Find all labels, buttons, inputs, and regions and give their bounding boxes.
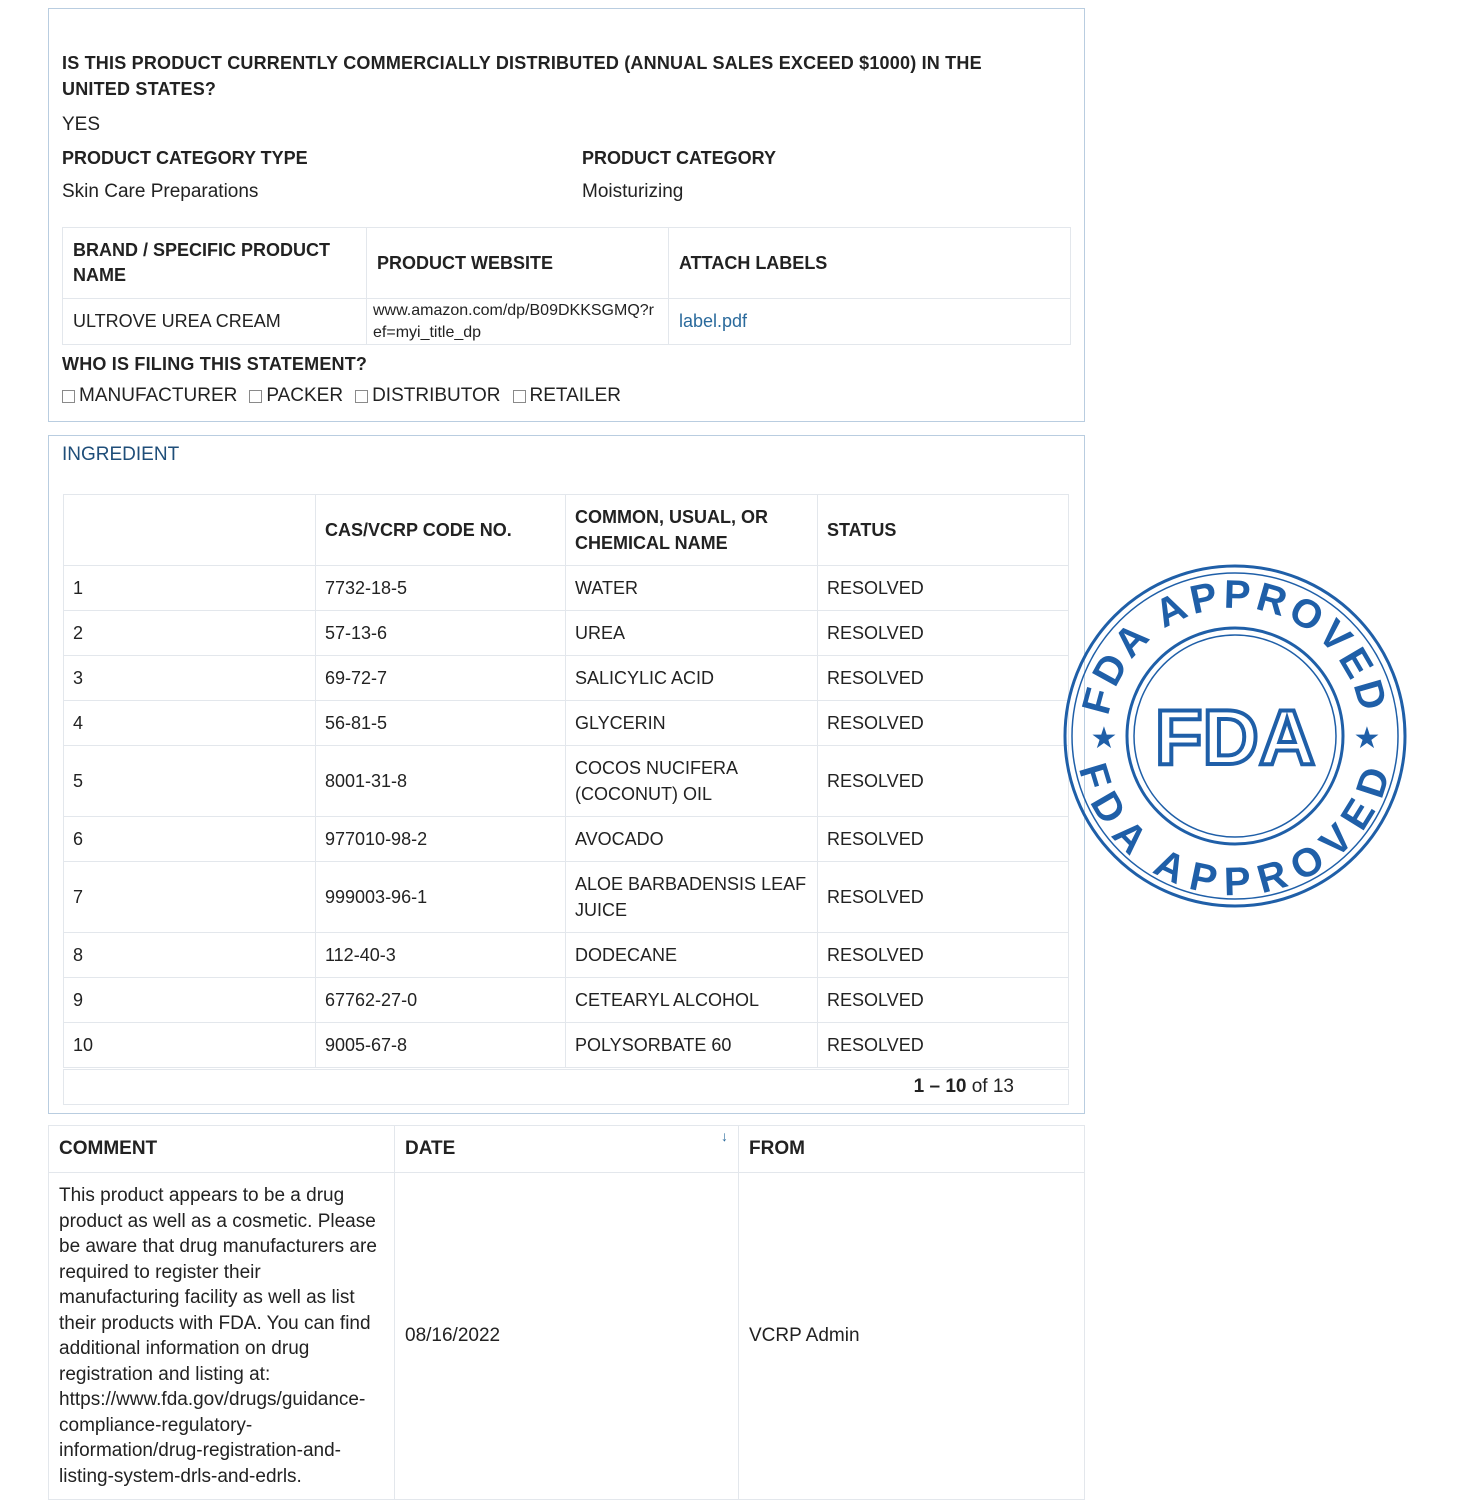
stamp-bottom-text: FDA APPROVED	[1070, 758, 1400, 905]
row-index: 7	[64, 862, 316, 933]
row-name: SALICYLIC ACID	[566, 656, 818, 701]
row-index: 2	[64, 611, 316, 656]
ingredient-title: INGREDIENT	[62, 444, 180, 465]
table-row[interactable]	[64, 978, 1069, 1023]
row-index: 4	[64, 701, 316, 746]
pagination	[63, 1069, 1069, 1105]
table-row[interactable]	[64, 1023, 1069, 1068]
row-index: 9	[64, 978, 316, 1023]
filer-option-distributor[interactable]: DISTRIBUTOR	[355, 385, 500, 407]
table-row[interactable]	[64, 611, 1069, 656]
row-status: RESOLVED	[818, 1023, 1069, 1068]
header-cas-code[interactable]: CAS/VCRP CODE NO.	[316, 495, 566, 566]
row-code: 69-72-7	[316, 656, 566, 701]
comment-text: This product appears to be a drug product as well as a cosmetic. Please be aware that drug manufacturers are required to register their manufacturing facility as well as list their products with FDA. You can find additional information on drug registration and listing at: https://www.fda.gov/drugs/guidance-compliance-regulatory-information/drug-registration-and-listing-system-drls-and-edrls.	[49, 1173, 395, 1500]
distributor-checkbox[interactable]	[355, 390, 368, 403]
ingredient-panel	[48, 435, 1085, 1114]
row-code: 977010-98-2	[316, 817, 566, 862]
star-left-icon: ★	[1090, 722, 1118, 755]
retailer-checkbox[interactable]	[513, 390, 526, 403]
star-right-icon: ★	[1353, 722, 1381, 755]
row-name: WATER	[566, 566, 818, 611]
product-name: ULTROVE UREA CREAM	[63, 299, 367, 345]
category-type-value: Skin Care Preparations	[62, 181, 259, 202]
row-name: AVOCADO	[566, 817, 818, 862]
row-code: 9005-67-8	[316, 1023, 566, 1068]
product-details-panel	[48, 8, 1085, 422]
row-code: 8001-31-8	[316, 746, 566, 817]
comments-table	[48, 1125, 1085, 1500]
stamp-center-text: FDA	[1154, 693, 1316, 781]
row-status: RESOLVED	[818, 862, 1069, 933]
ingredient-table	[63, 494, 1069, 1068]
product-table-header	[63, 228, 1071, 299]
row-code: 999003-96-1	[316, 862, 566, 933]
row-status: RESOLVED	[818, 566, 1069, 611]
header-from[interactable]: FROM	[739, 1126, 1085, 1173]
row-name: GLYCERIN	[566, 701, 818, 746]
header-status[interactable]: STATUS	[818, 495, 1069, 566]
row-name: POLYSORBATE 60	[566, 1023, 818, 1068]
category-value: Moisturizing	[582, 181, 684, 202]
row-index: 3	[64, 656, 316, 701]
row-status: RESOLVED	[818, 933, 1069, 978]
filer-option-retailer[interactable]: RETAILER	[513, 385, 622, 407]
row-index: 6	[64, 817, 316, 862]
header-date[interactable]: DATE ↓	[395, 1126, 739, 1173]
row-code: 56-81-5	[316, 701, 566, 746]
table-row[interactable]	[64, 566, 1069, 611]
row-code: 7732-18-5	[316, 566, 566, 611]
row-name: DODECANE	[566, 933, 818, 978]
row-status: RESOLVED	[818, 978, 1069, 1023]
filer-options	[62, 385, 633, 407]
table-row[interactable]	[64, 746, 1069, 817]
pagination-total: of 13	[971, 1076, 1014, 1097]
product-website: www.amazon.com/dp/B09DKKSGMQ?ref=myi_title_dp	[367, 299, 669, 345]
row-status: RESOLVED	[818, 611, 1069, 656]
packer-checkbox[interactable]	[249, 390, 262, 403]
row-index: 1	[64, 566, 316, 611]
row-code: 112-40-3	[316, 933, 566, 978]
filer-option-manufacturer[interactable]: MANUFACTURER	[62, 385, 237, 407]
header-index	[64, 495, 316, 566]
comment-date: 08/16/2022	[395, 1173, 739, 1500]
distribution-question: IS THIS PRODUCT CURRENTLY COMMERCIALLY DISTRIBUTED (ANNUAL SALES EXCEED $1000) IN THE UNITED STATES?	[62, 53, 982, 99]
row-status: RESOLVED	[818, 817, 1069, 862]
label-pdf-link[interactable]: label.pdf	[679, 311, 748, 331]
row-name: UREA	[566, 611, 818, 656]
row-status: RESOLVED	[818, 701, 1069, 746]
filer-option-packer[interactable]: PACKER	[249, 385, 343, 407]
stamp-top-text: FDA APPROVED	[1073, 572, 1397, 719]
manufacturer-checkbox[interactable]	[62, 390, 75, 403]
header-comment[interactable]: COMMENT	[49, 1126, 395, 1173]
header-product-website: PRODUCT WEBSITE	[367, 228, 669, 299]
header-attach-labels: ATTACH LABELS	[669, 228, 1071, 299]
row-index: 8	[64, 933, 316, 978]
table-row	[49, 1173, 1085, 1500]
table-row[interactable]	[64, 817, 1069, 862]
sort-down-arrow-icon[interactable]: ↓	[721, 1128, 728, 1145]
product-table-row	[63, 299, 1071, 345]
pagination-range: 1 – 10	[913, 1076, 967, 1097]
ingredient-header-row	[64, 495, 1069, 566]
pagination-label	[914, 1076, 1014, 1098]
filer-question: WHO IS FILING THIS STATEMENT?	[62, 354, 368, 374]
row-index: 5	[64, 746, 316, 817]
table-row[interactable]	[64, 656, 1069, 701]
row-name: COCOS NUCIFERA (COCONUT) OIL	[566, 746, 818, 817]
header-brand-name: BRAND / SPECIFIC PRODUCT NAME	[63, 228, 367, 299]
row-name: ALOE BARBADENSIS LEAF JUICE	[566, 862, 818, 933]
row-index: 10	[64, 1023, 316, 1068]
category-type-label: PRODUCT CATEGORY TYPE	[62, 148, 308, 168]
comments-header-row	[49, 1126, 1085, 1173]
table-row[interactable]	[64, 933, 1069, 978]
category-label: PRODUCT CATEGORY	[582, 148, 777, 168]
table-row[interactable]	[64, 701, 1069, 746]
row-status: RESOLVED	[818, 746, 1069, 817]
table-row[interactable]	[64, 862, 1069, 933]
row-code: 57-13-6	[316, 611, 566, 656]
comment-from: VCRP Admin	[739, 1173, 1085, 1500]
product-table	[62, 227, 1071, 345]
row-status: RESOLVED	[818, 656, 1069, 701]
row-name: CETEARYL ALCOHOL	[566, 978, 818, 1023]
distribution-answer: YES	[62, 114, 101, 135]
header-common-name[interactable]: COMMON, USUAL, OR CHEMICAL NAME	[566, 495, 818, 566]
fda-approved-stamp-icon	[1062, 564, 1408, 908]
row-code: 67762-27-0	[316, 978, 566, 1023]
